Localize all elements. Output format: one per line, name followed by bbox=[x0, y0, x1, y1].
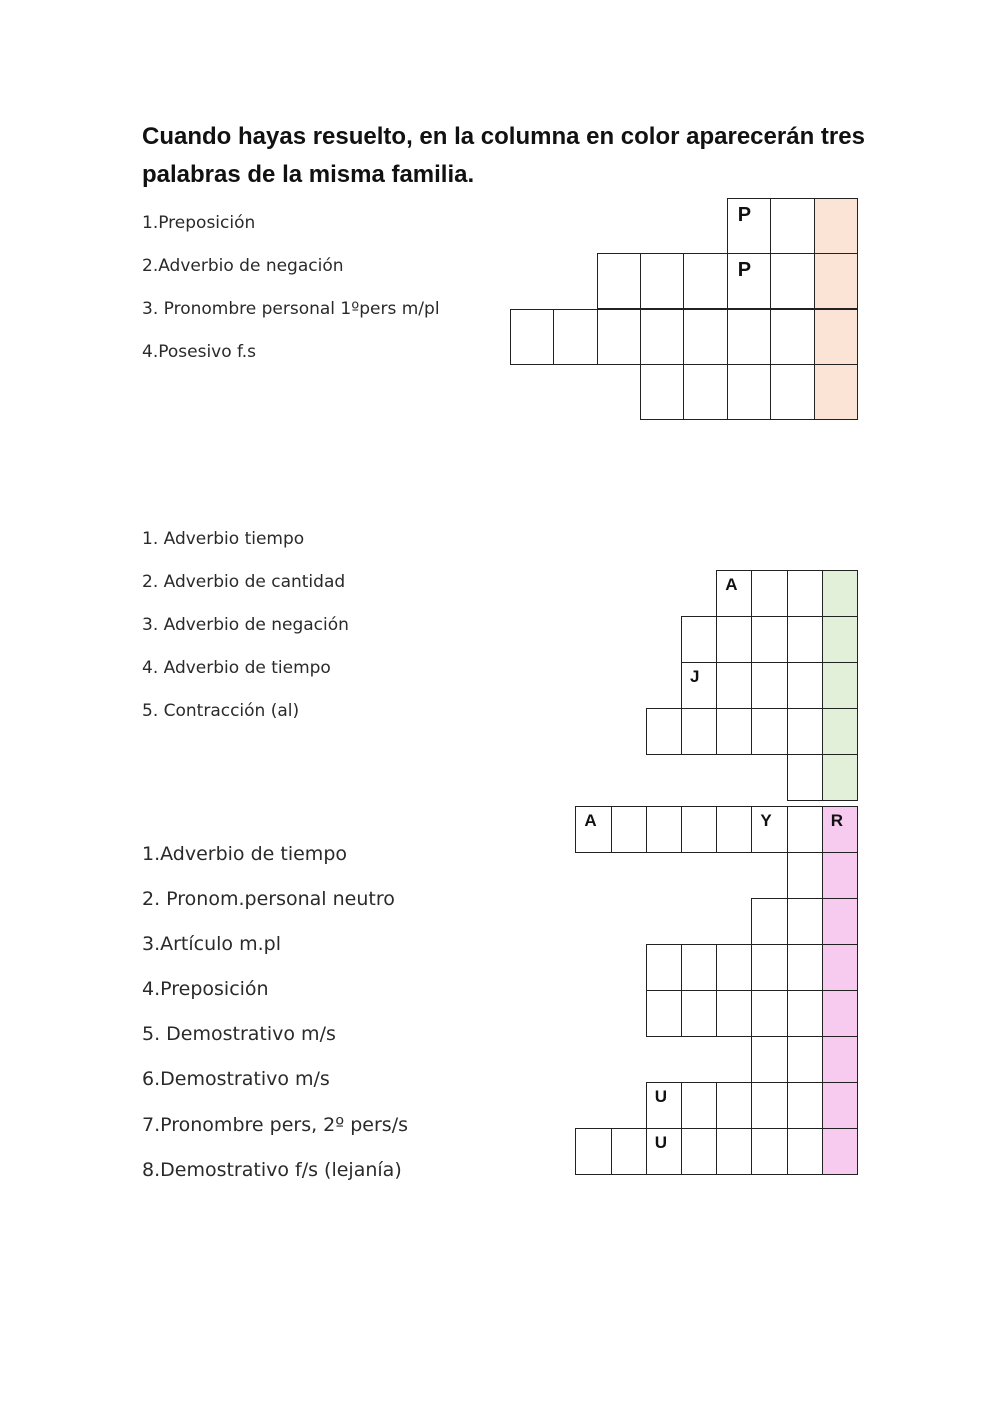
puzzle3-cell-r8-c3[interactable] bbox=[646, 1128, 682, 1175]
puzzle1-cell-r2-c5[interactable] bbox=[770, 253, 814, 309]
cell-letter: P bbox=[737, 204, 752, 226]
puzzle2-cell-r4-c2[interactable] bbox=[681, 708, 717, 755]
puzzle1-cell-r3-c1[interactable] bbox=[510, 309, 554, 365]
clue-3-1: 1.Adverbio de tiempo bbox=[142, 843, 348, 865]
cell-letter: U bbox=[654, 1087, 668, 1106]
instructions-title: Cuando hayas resuelto, en la columna en color aparecerán tres palabras de la misma familia. bbox=[142, 123, 865, 188]
puzzle3-cell-r3-c1[interactable] bbox=[751, 898, 787, 945]
puzzle1-cell-r1-c2[interactable] bbox=[770, 198, 814, 254]
clue-3-8: 8.Demostrativo f/s (lejanía) bbox=[142, 1159, 402, 1181]
clue-1-3: 3. Pronombre personal 1ºpers m/pl bbox=[142, 299, 440, 319]
clue-1-2: 2.Adverbio de negación bbox=[142, 256, 344, 276]
puzzle3-cell-r5-c1[interactable] bbox=[646, 990, 682, 1037]
puzzle2-cell-r1-c4-highlight[interactable] bbox=[822, 570, 858, 617]
puzzle1-cell-r3-c7[interactable] bbox=[770, 309, 814, 365]
puzzle1-cell-r1-c1[interactable] bbox=[727, 198, 771, 254]
puzzle2-cell-r4-c6-highlight[interactable] bbox=[822, 708, 858, 755]
puzzle3-cell-r1-c3[interactable] bbox=[646, 806, 682, 853]
puzzle3-cell-r2-c1[interactable] bbox=[787, 852, 823, 899]
clue-3-7: 7.Pronombre pers, 2º pers/s bbox=[142, 1114, 409, 1136]
puzzle2-cell-r2-c4[interactable] bbox=[787, 616, 823, 663]
puzzle1-cell-r2-c2[interactable] bbox=[640, 253, 684, 309]
clue-3-6: 6.Demostrativo m/s bbox=[142, 1068, 330, 1090]
puzzle3-cell-r2-c2-highlight[interactable] bbox=[822, 852, 858, 899]
puzzle3-cell-r1-c7[interactable] bbox=[787, 806, 823, 853]
cell-letter: J bbox=[690, 667, 700, 686]
puzzle3-cell-r5-c4[interactable] bbox=[751, 990, 787, 1037]
puzzle3-cell-r4-c5[interactable] bbox=[787, 944, 823, 991]
puzzle1-cell-r2-c1[interactable] bbox=[597, 253, 641, 309]
puzzle3-cell-r4-c4[interactable] bbox=[751, 944, 787, 991]
cell-letter: A bbox=[725, 575, 738, 594]
puzzle3-cell-r1-c8-highlight[interactable] bbox=[822, 806, 858, 853]
puzzle3-cell-r8-c7[interactable] bbox=[787, 1128, 823, 1175]
puzzle1-cell-r4-c4[interactable] bbox=[770, 364, 814, 420]
puzzle2-cell-r1-c3[interactable] bbox=[787, 570, 823, 617]
puzzle3-cell-r1-c1[interactable] bbox=[575, 806, 611, 853]
puzzle2-cell-r4-c5[interactable] bbox=[787, 708, 823, 755]
puzzle3-cell-r5-c2[interactable] bbox=[681, 990, 717, 1037]
clue-3-5: 5. Demostrativo m/s bbox=[142, 1023, 336, 1045]
puzzle2-cell-r1-c2[interactable] bbox=[751, 570, 787, 617]
puzzle1-cell-r3-c5[interactable] bbox=[683, 309, 727, 365]
puzzle3-cell-r8-c1[interactable] bbox=[575, 1128, 611, 1175]
puzzle2-cell-r4-c4[interactable] bbox=[751, 708, 787, 755]
puzzle3-cell-r6-c3-highlight[interactable] bbox=[822, 1036, 858, 1083]
puzzle3-cell-r1-c4[interactable] bbox=[681, 806, 717, 853]
clue-3-3: 3.Artículo m.pl bbox=[142, 933, 281, 955]
puzzle2-cell-r5-c1[interactable] bbox=[787, 754, 823, 801]
puzzle2-cell-r2-c3[interactable] bbox=[751, 616, 787, 663]
puzzle1-cell-r4-c1[interactable] bbox=[640, 364, 684, 420]
puzzle1-cell-r3-c8-highlight[interactable] bbox=[814, 309, 858, 365]
cell-letter: Y bbox=[760, 811, 772, 830]
puzzle3-cell-r7-c4[interactable] bbox=[751, 1082, 787, 1129]
puzzle3-cell-r5-c5[interactable] bbox=[787, 990, 823, 1037]
puzzle3-cell-r4-c2[interactable] bbox=[681, 944, 717, 991]
puzzle1-cell-r3-c3[interactable] bbox=[597, 309, 641, 365]
puzzle3-cell-r8-c4[interactable] bbox=[681, 1128, 717, 1175]
puzzle3-cell-r4-c6-highlight[interactable] bbox=[822, 944, 858, 991]
puzzle2-cell-r5-c2-highlight[interactable] bbox=[822, 754, 858, 801]
puzzle3-cell-r8-c6[interactable] bbox=[751, 1128, 787, 1175]
puzzle1-cell-r2-c4[interactable] bbox=[727, 253, 771, 309]
puzzle2-cell-r3-c5-highlight[interactable] bbox=[822, 662, 858, 709]
cell-letter: A bbox=[584, 811, 597, 830]
cell-letter: U bbox=[654, 1133, 668, 1152]
puzzle1-cell-r3-c2[interactable] bbox=[553, 309, 597, 365]
puzzle1-cell-r1-c3-highlight[interactable] bbox=[814, 198, 858, 254]
puzzle3-cell-r5-c3[interactable] bbox=[716, 990, 752, 1037]
puzzle1-cell-r2-c3[interactable] bbox=[683, 253, 727, 309]
puzzle3-cell-r7-c3[interactable] bbox=[716, 1082, 752, 1129]
puzzle3-cell-r6-c2[interactable] bbox=[787, 1036, 823, 1083]
puzzle2-cell-r3-c1[interactable] bbox=[681, 662, 717, 709]
puzzle3-cell-r7-c5[interactable] bbox=[787, 1082, 823, 1129]
clue-2-4: 4. Adverbio de tiempo bbox=[142, 658, 331, 678]
clue-1-1: 1.Preposición bbox=[142, 213, 256, 233]
puzzle1-cell-r2-c6-highlight[interactable] bbox=[814, 253, 858, 309]
puzzle2-cell-r1-c1[interactable] bbox=[716, 570, 752, 617]
clue-2-5: 5. Contracción (al) bbox=[142, 701, 300, 721]
clue-1-4: 4.Posesivo f.s bbox=[142, 342, 257, 362]
puzzle1-cell-r4-c5-highlight[interactable] bbox=[814, 364, 858, 420]
puzzle2-cell-r2-c1[interactable] bbox=[681, 616, 717, 663]
puzzle1-cell-r3-c4[interactable] bbox=[640, 309, 684, 365]
puzzle2-cell-r4-c1[interactable] bbox=[646, 708, 682, 755]
puzzle2-cell-r3-c2[interactable] bbox=[716, 662, 752, 709]
clue-3-2: 2. Pronom.personal neutro bbox=[142, 888, 395, 910]
puzzle2-cell-r4-c3[interactable] bbox=[716, 708, 752, 755]
puzzle3-cell-r1-c5[interactable] bbox=[716, 806, 752, 853]
puzzle1-cell-r3-c6[interactable] bbox=[727, 309, 771, 365]
puzzle1-cell-r4-c2[interactable] bbox=[683, 364, 727, 420]
puzzle2-cell-r3-c3[interactable] bbox=[751, 662, 787, 709]
puzzle3-cell-r8-c5[interactable] bbox=[716, 1128, 752, 1175]
puzzle3-cell-r4-c3[interactable] bbox=[716, 944, 752, 991]
puzzle3-cell-r1-c2[interactable] bbox=[611, 806, 647, 853]
clue-3-4: 4.Preposición bbox=[142, 978, 269, 1000]
clue-2-1: 1. Adverbio tiempo bbox=[142, 529, 305, 549]
puzzle3-cell-r8-c8-highlight[interactable] bbox=[822, 1128, 858, 1175]
cell-letter: P bbox=[737, 259, 752, 281]
puzzle2-cell-r2-c2[interactable] bbox=[716, 616, 752, 663]
puzzle3-cell-r3-c3-highlight[interactable] bbox=[822, 898, 858, 945]
puzzle3-cell-r5-c6-highlight[interactable] bbox=[822, 990, 858, 1037]
puzzle3-cell-r4-c1[interactable] bbox=[646, 944, 682, 991]
puzzle3-cell-r1-c6[interactable] bbox=[751, 806, 787, 853]
puzzle3-cell-r7-c1[interactable] bbox=[646, 1082, 682, 1129]
puzzle1-cell-r4-c3[interactable] bbox=[727, 364, 771, 420]
puzzle3-cell-r7-c6-highlight[interactable] bbox=[822, 1082, 858, 1129]
puzzle2-cell-r3-c4[interactable] bbox=[787, 662, 823, 709]
puzzle3-cell-r3-c2[interactable] bbox=[787, 898, 823, 945]
puzzle3-cell-r8-c2[interactable] bbox=[611, 1128, 647, 1175]
puzzle2-cell-r2-c5-highlight[interactable] bbox=[822, 616, 858, 663]
puzzle3-cell-r7-c2[interactable] bbox=[681, 1082, 717, 1129]
cell-letter: R bbox=[830, 811, 844, 830]
clue-2-2: 2. Adverbio de cantidad bbox=[142, 572, 346, 592]
puzzle3-cell-r6-c1[interactable] bbox=[751, 1036, 787, 1083]
clue-2-3: 3. Adverbio de negación bbox=[142, 615, 349, 635]
